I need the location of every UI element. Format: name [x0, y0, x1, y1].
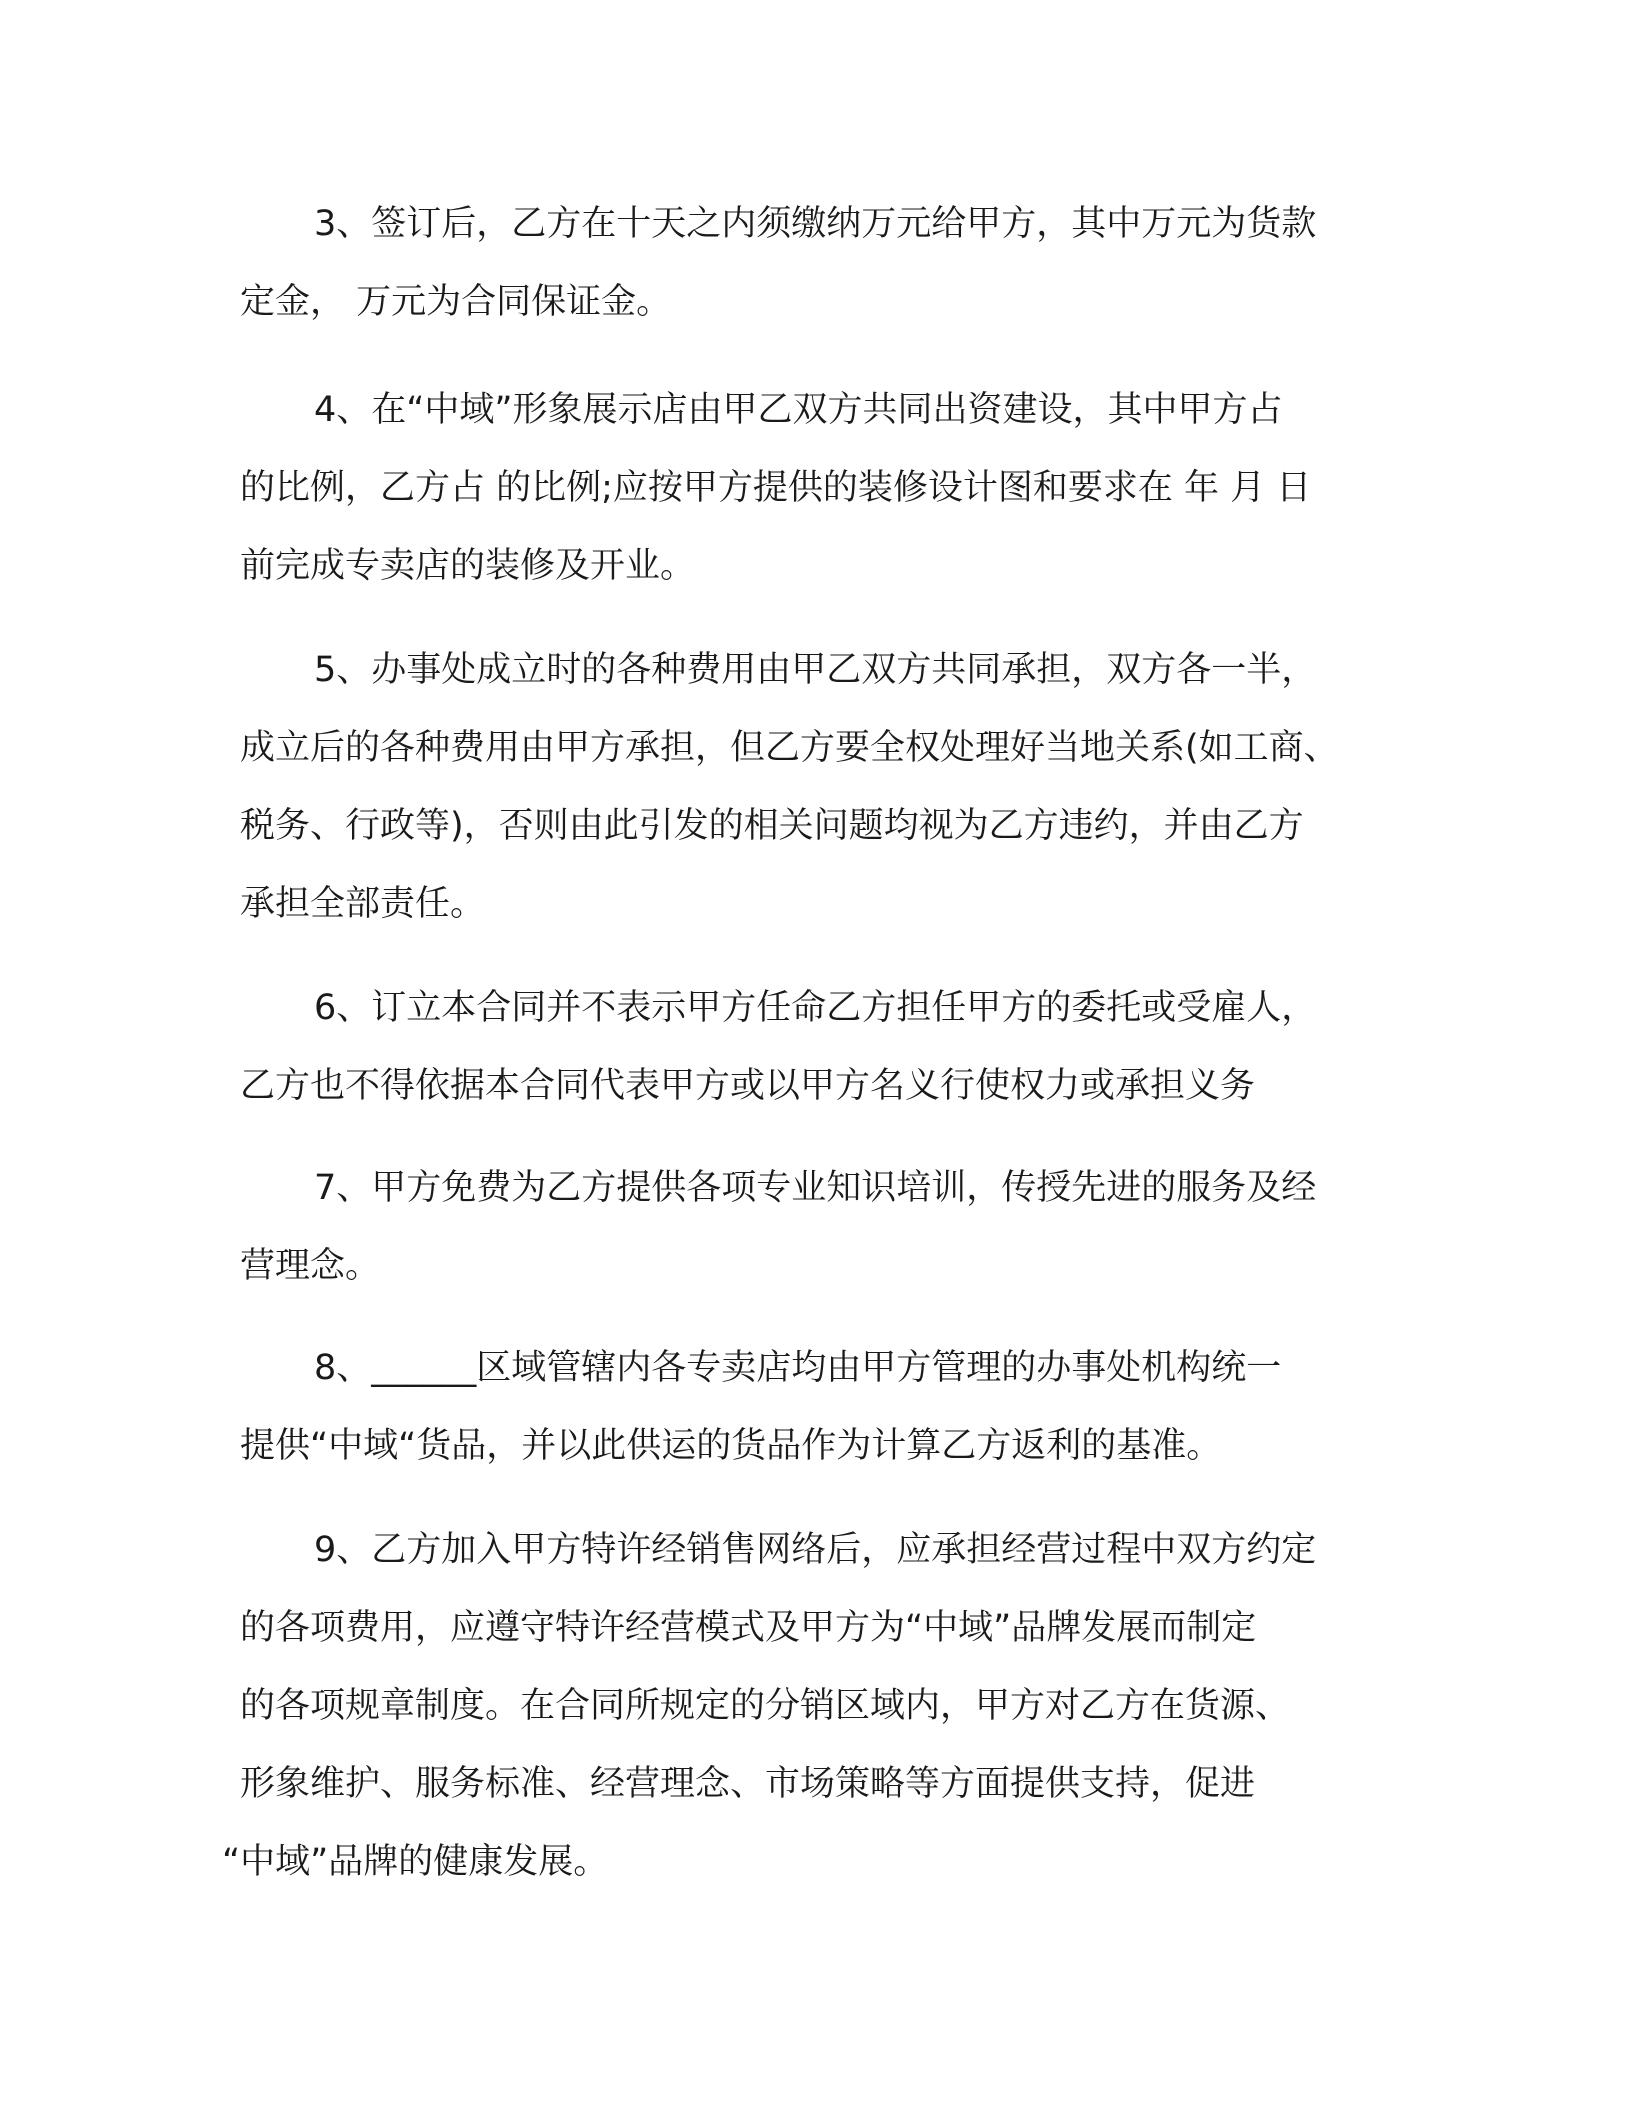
clause-8-line-1: 8、______区域管辖内各专卖店均由甲方管理的办事处机构统一: [314, 1348, 1282, 1388]
clause-4-line-2: 的比例，乙方占 的比例;应按甲方提供的装修设计图和要求在 年 月 日: [240, 468, 1312, 508]
clause-5-line-2: 成立后的各种费用由甲方承担，但乙方要全权处理好当地关系(如工商、: [240, 728, 1339, 768]
clause-3-line-2: 定金， 万元为合同保证金。: [240, 282, 672, 322]
clause-9: [222, 1511, 1390, 1901]
clause-9-line-5: “中域”品牌的健康发展。: [222, 1842, 609, 1882]
clause-3-line-1: 3、签订后，乙方在十天之内须缴纳万元给甲方，其中万元为货款: [314, 204, 1317, 244]
clause-8: [240, 1329, 1390, 1485]
clause-5-line-1: 5、办事处成立时的各种费用由甲乙双方共同承担，双方各一半，: [314, 650, 1317, 690]
clause-5-line-4: 承担全部责任。: [240, 884, 486, 924]
clause-3: [240, 185, 1390, 341]
clause-9-line-4: 形象维护、服务标准、经营理念、市场策略等方面提供支持，促进: [240, 1764, 1256, 1804]
clause-9-line-3: 的各项规章制度。在合同所规定的分销区域内，甲方对乙方在货源、: [240, 1686, 1291, 1726]
clause-6-line-2: 乙方也不得依据本合同代表甲方或以甲方名义行使权力或承担义务: [240, 1066, 1256, 1106]
clause-6: [240, 969, 1390, 1125]
clause-5: [240, 631, 1390, 943]
document-body: [222, 185, 1390, 1923]
clause-7-line-1: 7、甲方免费为乙方提供各项专业知识培训，传授先进的服务及经: [314, 1168, 1317, 1208]
clause-4-line-3: 前完成专卖店的装修及开业。: [240, 546, 696, 586]
clause-5-line-3: 税务、行政等)，否则由此引发的相关问题均视为乙方违约，并由乙方: [240, 806, 1304, 846]
clause-9-line-2: 的各项费用，应遵守特许经营模式及甲方为“中域”品牌发展而制定: [240, 1608, 1257, 1648]
clause-7: [240, 1149, 1390, 1305]
clause-8-line-2: 提供“中域“货品，并以此供运的货品作为计算乙方返利的基准。: [240, 1426, 1222, 1466]
clause-7-line-2: 营理念。: [240, 1246, 381, 1286]
clause-9-line-1: 9、乙方加入甲方特许经销售网络后，应承担经营过程中双方约定: [314, 1530, 1317, 1570]
clause-4: [240, 371, 1390, 605]
clause-4-line-1: 4、在“中域”形象展示店由甲乙双方共同出资建设，其中甲方占: [314, 390, 1283, 430]
clause-6-line-1: 6、订立本合同并不表示甲方任命乙方担任甲方的委托或受雇人，: [314, 988, 1317, 1028]
